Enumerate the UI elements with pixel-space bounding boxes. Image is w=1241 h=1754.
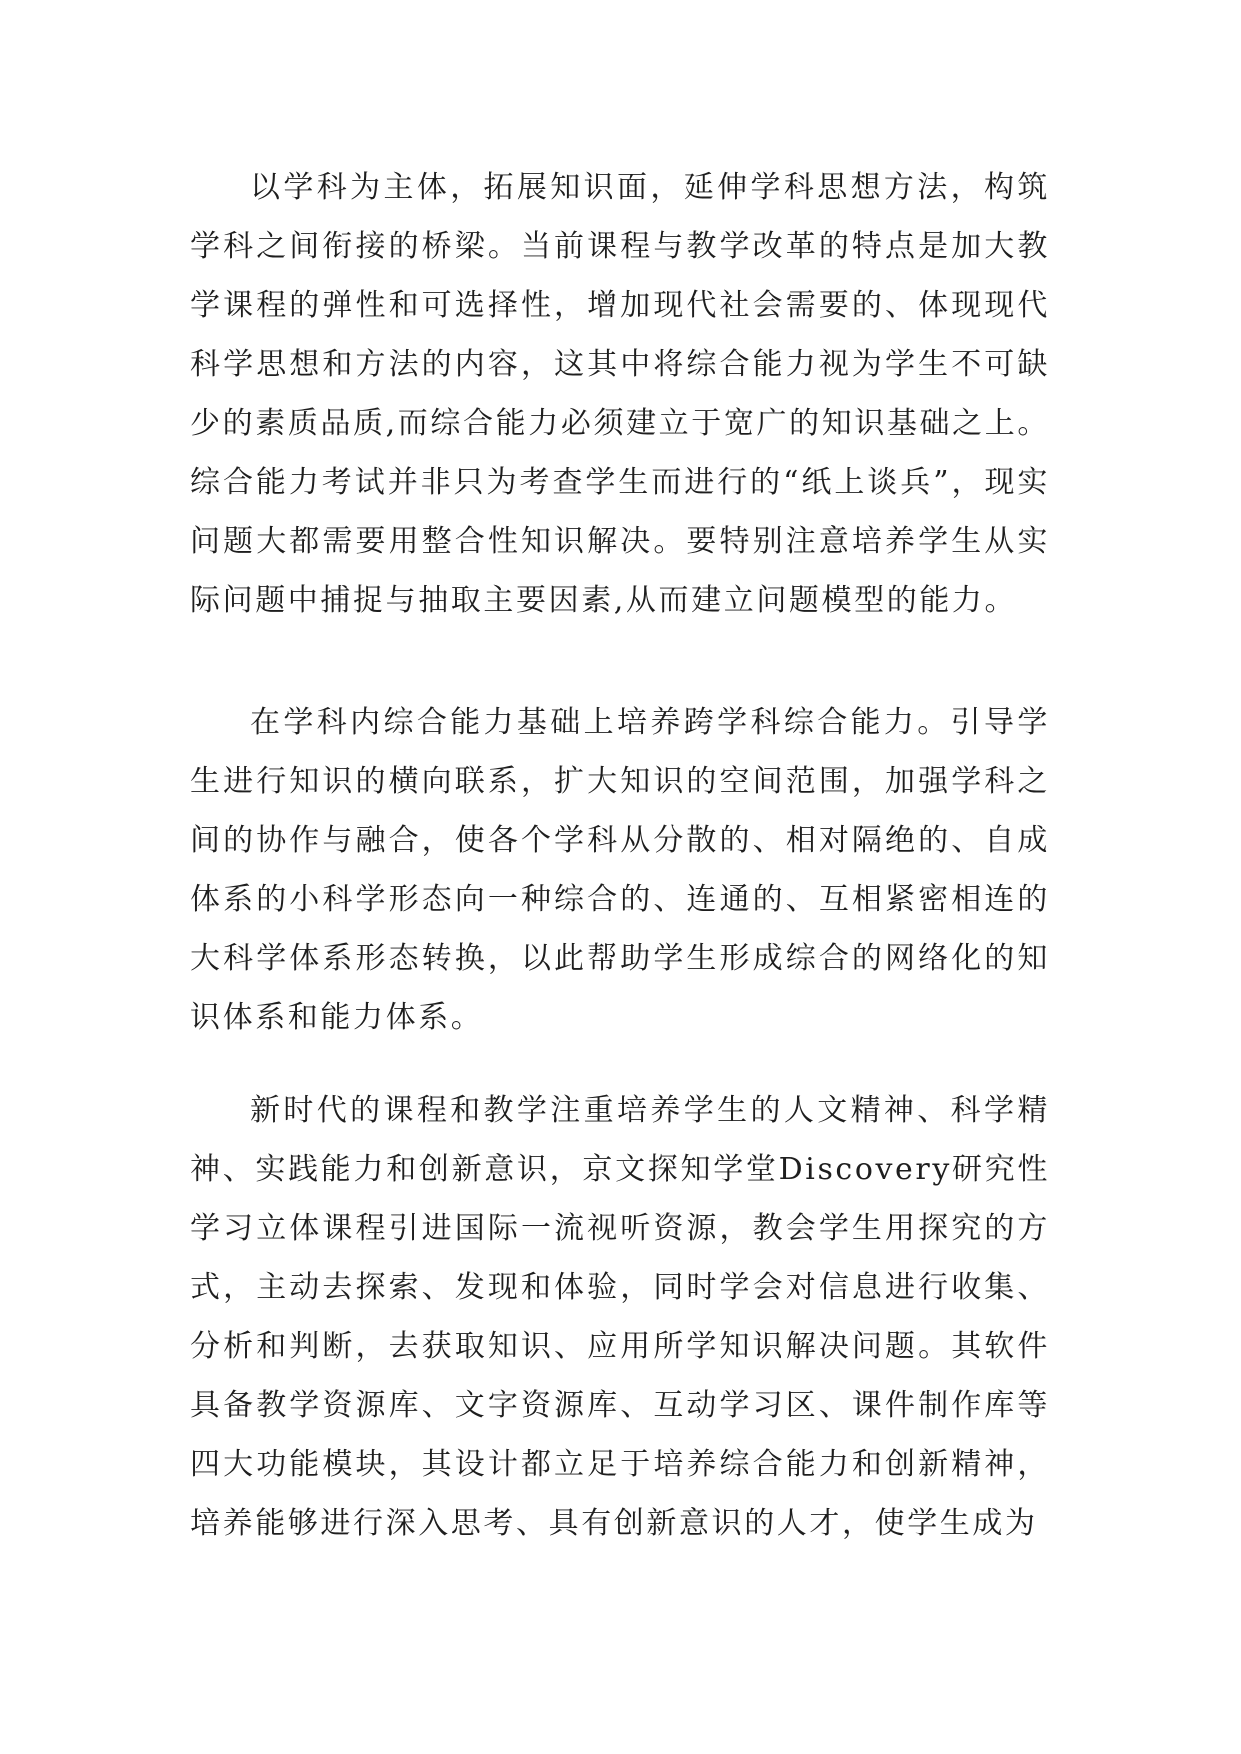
paragraph-2: 在学科内综合能力基础上培养跨学科综合能力。引导学生进行知识的横向联系，扩大知识的空间范围，加强学科之间的协作与融合，使各个学科从分散的、相对隔绝的、自成体系的小科学形态向一种综合的、连通的、互相紧密相连的大科学体系形态转换，以此帮助学生形成综合的网络化的知识体系和能力体系。 bbox=[190, 705, 1050, 1035]
paragraph-3: 新时代的课程和教学注重培养学生的人文精神、科学精神、实践能力和创新意识，京文探知学堂Discovery研究性学习立体课程引进国际一流视听资源，教会学生用探究的方式，主动去探索、发现和体验，同时学会对信息进行收集、分析和判断，去获取知识、应用所学知识解决问题。其软件具备教学资源库、文字资源库、互动学习区、课件制作库等四大功能模块，其设计都立足于培养综合能力和创新精神，培养能够进行深入思考、具有创新意识的人才，使学生成为 bbox=[190, 1093, 1050, 1541]
paragraph-1: 以学科为主体，拓展知识面，延伸学科思想方法，构筑学科之间衔接的桥梁。当前课程与教学改革的特点是加大教学课程的弹性和可选择性，增加现代社会需要的、体现现代科学思想和方法的内容，这其中将综合能力视为学生不可缺少的素质品质,而综合能力必须建立于宽广的知识基础之上。综合能力考试并非只为考查学生而进行的“纸上谈兵”，现实问题大都需要用整合性知识解决。要特别注意培养学生从实际问题中捕捉与抽取主要因素,从而建立问题模型的能力。 bbox=[190, 170, 1050, 618]
